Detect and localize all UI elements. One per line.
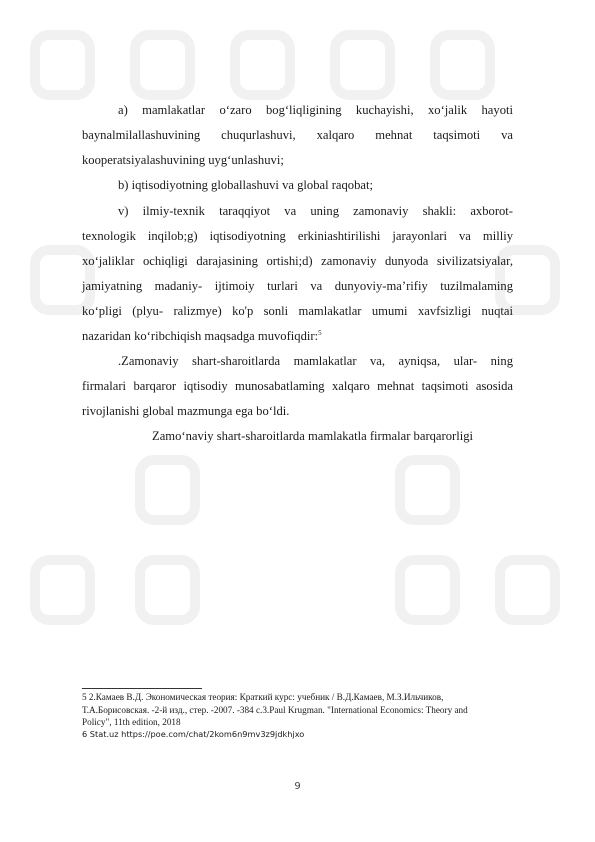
text-line: b) iqtisodiyotning globallashuvi va global raqobat;	[118, 178, 373, 192]
footnote-5-line-2: Т.А.Борисовская. -2-й изд., стер. -2007. -384 с.3.Paul Krugman. "International Economics: Theory and	[82, 705, 468, 715]
text-line: firmalari barqaror iqtisodiy munosabatlaming xalqaro mehnat taqsimoti asosida	[82, 379, 513, 393]
text-span: nazaridan ko‘ribchiqish maqsadga muvofiqdir:	[82, 329, 319, 343]
text-line: v) ilmiy-texnik taraqqiyot va uning zamonaviy shakli: axborot-	[118, 204, 513, 218]
footnote-5-line-1: 5 2.Камаев В.Д. Экономическая теория: Краткий курс: учебник / В.Д.Камаев, М.З.Ильчиков,	[82, 692, 444, 702]
footnote-6: 6 Stat.uz https://poe.com/chat/2kom6n9mv3z9jdkhjxo	[82, 729, 305, 739]
footnote-divider	[82, 688, 202, 689]
section-heading: Zamoʻnaviy shart-sharoitlarda mamlakatla firmalar barqarorligi	[152, 429, 474, 443]
footnote-marker: 5	[318, 328, 322, 337]
text-line: ko‘pligi (plyu- ralizmye) ko'p sonli mamlakatlar umumi xavfsizligi nuqtai	[82, 304, 513, 318]
text-line: rivojlanishi global mazmunga ega bo‘ldi.	[82, 404, 290, 418]
text-line: jamiyatning madaniy- ijtimoiy turlari va dunyoviy-ma’rifiy tuzilmalaming	[82, 279, 513, 293]
text-line: xo‘jaliklar ochiqligi darajasining ortishi;d) zamonaviy dunyoda sivilizatsiyalar,	[82, 254, 513, 268]
footnote-5-line-3: Policy", 11th edition, 2018	[82, 717, 181, 727]
text-line: baynalmilallashuvining chuqurlashuvi, xalqaro mehnat taqsimoti va	[82, 128, 513, 142]
text-line: a) mamlakatlar o‘zaro bog‘liqligining kuchayishi, xo‘jalik hayoti	[118, 103, 513, 117]
text-line: kooperatsiyalashuvining uyg‘unlashuvi;	[82, 153, 284, 167]
page-number: 9	[294, 781, 301, 792]
text-line-with-footnote	[82, 328, 513, 344]
text-line: texnologik inqilob;g) iqtisodiyotning erkiniashtirilishi jarayonlari va milliy	[82, 229, 513, 243]
text-line: .Zamonaviy shart-sharoitlarda mamlakatlar va, ayniqsa, ular- ning	[118, 354, 513, 368]
